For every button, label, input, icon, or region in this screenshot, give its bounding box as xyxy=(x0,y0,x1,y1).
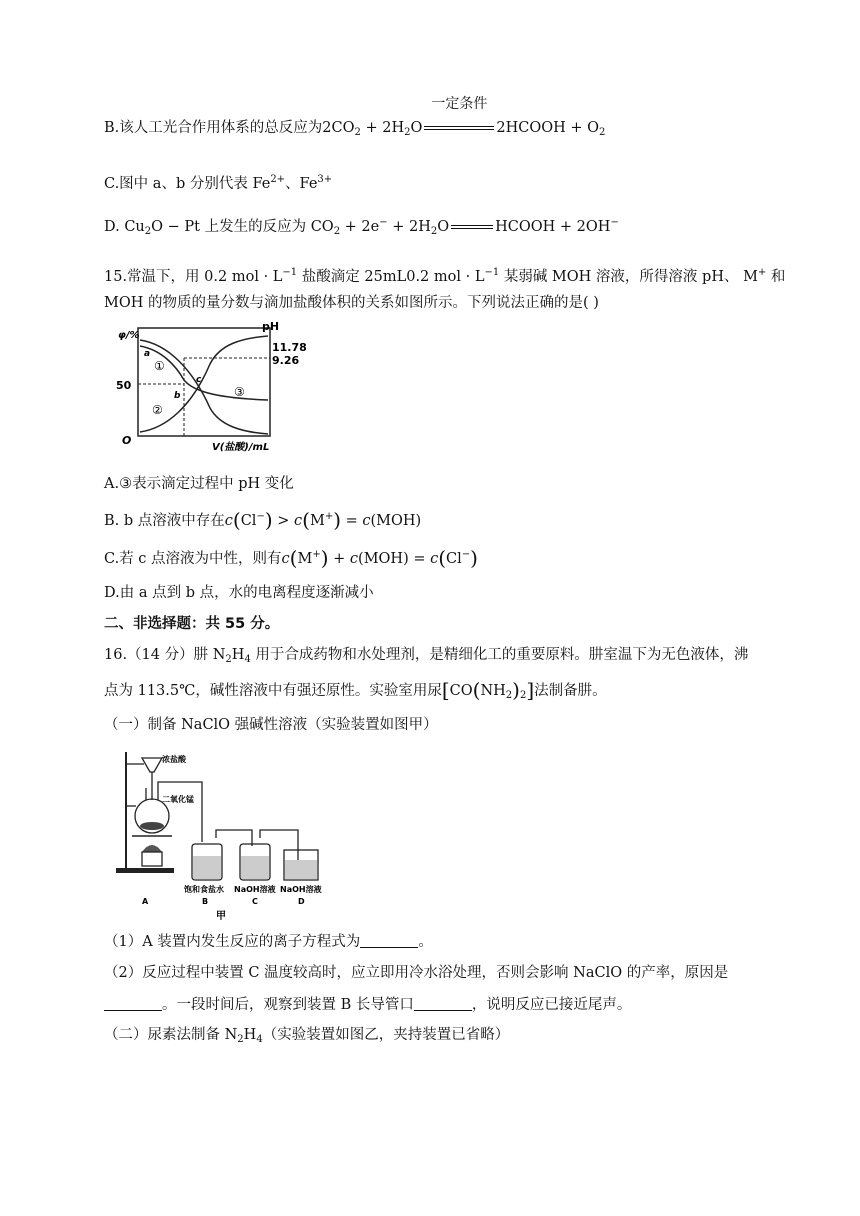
q16-sub2c-text: ，说明反应已接近尾声。 xyxy=(471,997,632,1013)
point-a: a xyxy=(144,349,151,359)
section-heading: 二、非选择题：共 55 分。 xyxy=(104,616,280,632)
q16-line1: 16.（14 分）肼 $N_2H_4$ 用于合成药物和水处理剂，是精细化工的重要原料。肼室温下为无色液体，沸 xyxy=(104,647,749,665)
q16-part2: （二）尿素法制备 $N_2H_4$（实验装置如图乙，夹持装置已省略） xyxy=(104,1027,510,1045)
titration-graph xyxy=(112,318,312,458)
q14-option-c: C.图中 a、b 分别代表 $Fe^{2+}$、$Fe^{3+}$ xyxy=(104,174,333,192)
reaction-condition-text: 一定条件 xyxy=(431,96,488,112)
q15-line2: MOH 的物质的量分数与滴加盐酸体积的关系如图所示。下列说法正确的是( ) xyxy=(104,295,599,311)
graph-ph-label: pH xyxy=(262,320,280,333)
q15-option-a: A.③表示滴定过程中 pH 变化 xyxy=(104,476,294,492)
q15-option-d: D.由 a 点到 b 点，水的电离程度逐渐减小 xyxy=(104,585,374,601)
q14-option-b: B.该人工光合作用体系的总反应为$2CO_2 + 2H_2O$ 一定条件 2HCOOH + $O_2$ xyxy=(104,96,606,138)
answer-blank-3[interactable] xyxy=(414,996,472,1011)
dropping-funnel xyxy=(142,758,162,772)
q16-text-2b: 法制备肼。 xyxy=(534,683,607,699)
burner xyxy=(142,845,162,852)
q15-text-4: 和 xyxy=(766,269,786,285)
reaction-condition-arrow xyxy=(422,96,496,138)
point-b: b xyxy=(174,391,181,401)
q15-option-c: C.若 c 点溶液为中性，则有c(M+) + c(MOH) = c(Cl−) xyxy=(104,546,478,570)
curve-3 xyxy=(140,346,268,400)
label-a: A xyxy=(142,897,149,906)
q16-line2: 点为 113.5℃，碱性溶液中有强还原性。实验室用尿$[CO(NH_2)_2]$法制备肼。 xyxy=(104,678,607,702)
q15-option-c-label: C.若 c 点溶液为中性，则有 xyxy=(104,551,282,567)
q16-text-1b: 用于合成药物和水处理剂，是精细化工的重要原料。肼室温下为无色液体，沸 xyxy=(250,647,749,663)
q16-sub2: （2）反应过程中装置 C 温度较高时，应立即用冷水浴处理，否则会影响 NaClO 的产率，原因是 xyxy=(104,965,729,981)
mno2-solid xyxy=(140,822,164,830)
label-mno2: 二氧化锰 xyxy=(162,795,194,804)
apparatus-diagram xyxy=(112,742,342,922)
curve-label-3: ③ xyxy=(234,385,245,399)
q14-option-b-label: B.该人工光合作用体系的总反应为 xyxy=(104,120,323,136)
q15-text-1: 15.常温下，用 0.2 mol · L xyxy=(104,269,283,285)
q15-option-b-label: B. b 点溶液中存在 xyxy=(104,513,225,529)
graph-origin: O xyxy=(122,434,132,447)
q16-part2-text-b: （实验装置如图乙，夹持装置已省略） xyxy=(262,1027,510,1043)
label-d-solution: NaOH溶液 xyxy=(280,885,322,894)
curve-1 xyxy=(140,340,268,434)
q16-text-2a: 点为 113.5℃，碱性溶液中有强还原性。实验室用尿 xyxy=(104,683,442,699)
diagram-caption: 甲 xyxy=(216,911,226,922)
q14-option-c-label: C.图中 a、b 分别代表 xyxy=(104,176,253,192)
label-d: D xyxy=(298,897,305,906)
graph-frame xyxy=(138,328,270,436)
label-c-solution: NaOH溶液 xyxy=(234,885,276,894)
q16-sub2b-text: 。一段时间后，观察到装置 B 长导管口 xyxy=(162,997,414,1013)
q14-option-d-label: D. xyxy=(104,219,125,235)
q15-text-3: 某弱碱 MOH 溶液，所得溶液 pH、 M xyxy=(499,269,758,285)
label-c: C xyxy=(252,897,258,906)
q16-text-1a: 16.（14 分）肼 xyxy=(104,647,213,663)
graph-y-label: φ/% xyxy=(118,330,140,341)
q16-sub1-text: （1）A 装置内发生反应的离子方程式为 xyxy=(104,934,361,950)
q16-part1: （一）制备 NaClO 强碱性溶液（实验装置如图甲） xyxy=(104,717,438,733)
q16-sub1 xyxy=(104,932,433,952)
q15-option-b: B. b 点溶液中存在c(Cl−) > c(M+) = c(MOH) xyxy=(104,508,422,532)
stand-base xyxy=(116,868,174,873)
q16-sub1-end: 。 xyxy=(418,934,433,950)
q16-part2-text-a: （二）尿素法制备 xyxy=(104,1027,225,1043)
label-b-solution: 饱和食盐水 xyxy=(184,885,224,894)
graph-value-1: 11.78 xyxy=(272,341,307,354)
q16-sub2b xyxy=(104,995,631,1015)
label-b: B xyxy=(202,897,209,906)
q15-line1: 15.常温下，用 0.2 mol · $L^{-1}$ 盐酸滴定 25mL0.2 mol · $L^{-1}$ 某弱碱 MOH 溶液，所得溶液 pH、 M+ 和 xyxy=(104,267,786,285)
answer-blank-1[interactable] xyxy=(360,933,418,948)
q14-option-d: D. $Cu_2O - Pt$ 上发生的反应为 $CO_2 + 2e^- + 2H_2O$ HCOOH + 2OH− xyxy=(104,217,619,237)
graph-y-50: 50 xyxy=(116,379,132,392)
label-conc-hcl: 浓盐酸 xyxy=(162,755,186,764)
graph-value-2: 9.26 xyxy=(272,354,300,367)
curve-label-1: ① xyxy=(154,359,165,373)
point-c: c xyxy=(196,375,202,385)
q15-text-2: 盐酸滴定 25mL0.2 mol · L xyxy=(297,269,485,285)
graph-x-label: V(盐酸)/mL xyxy=(212,442,270,453)
tube-a-b xyxy=(158,782,202,842)
curve-label-2: ② xyxy=(152,403,163,417)
answer-blank-2[interactable] xyxy=(104,996,162,1011)
